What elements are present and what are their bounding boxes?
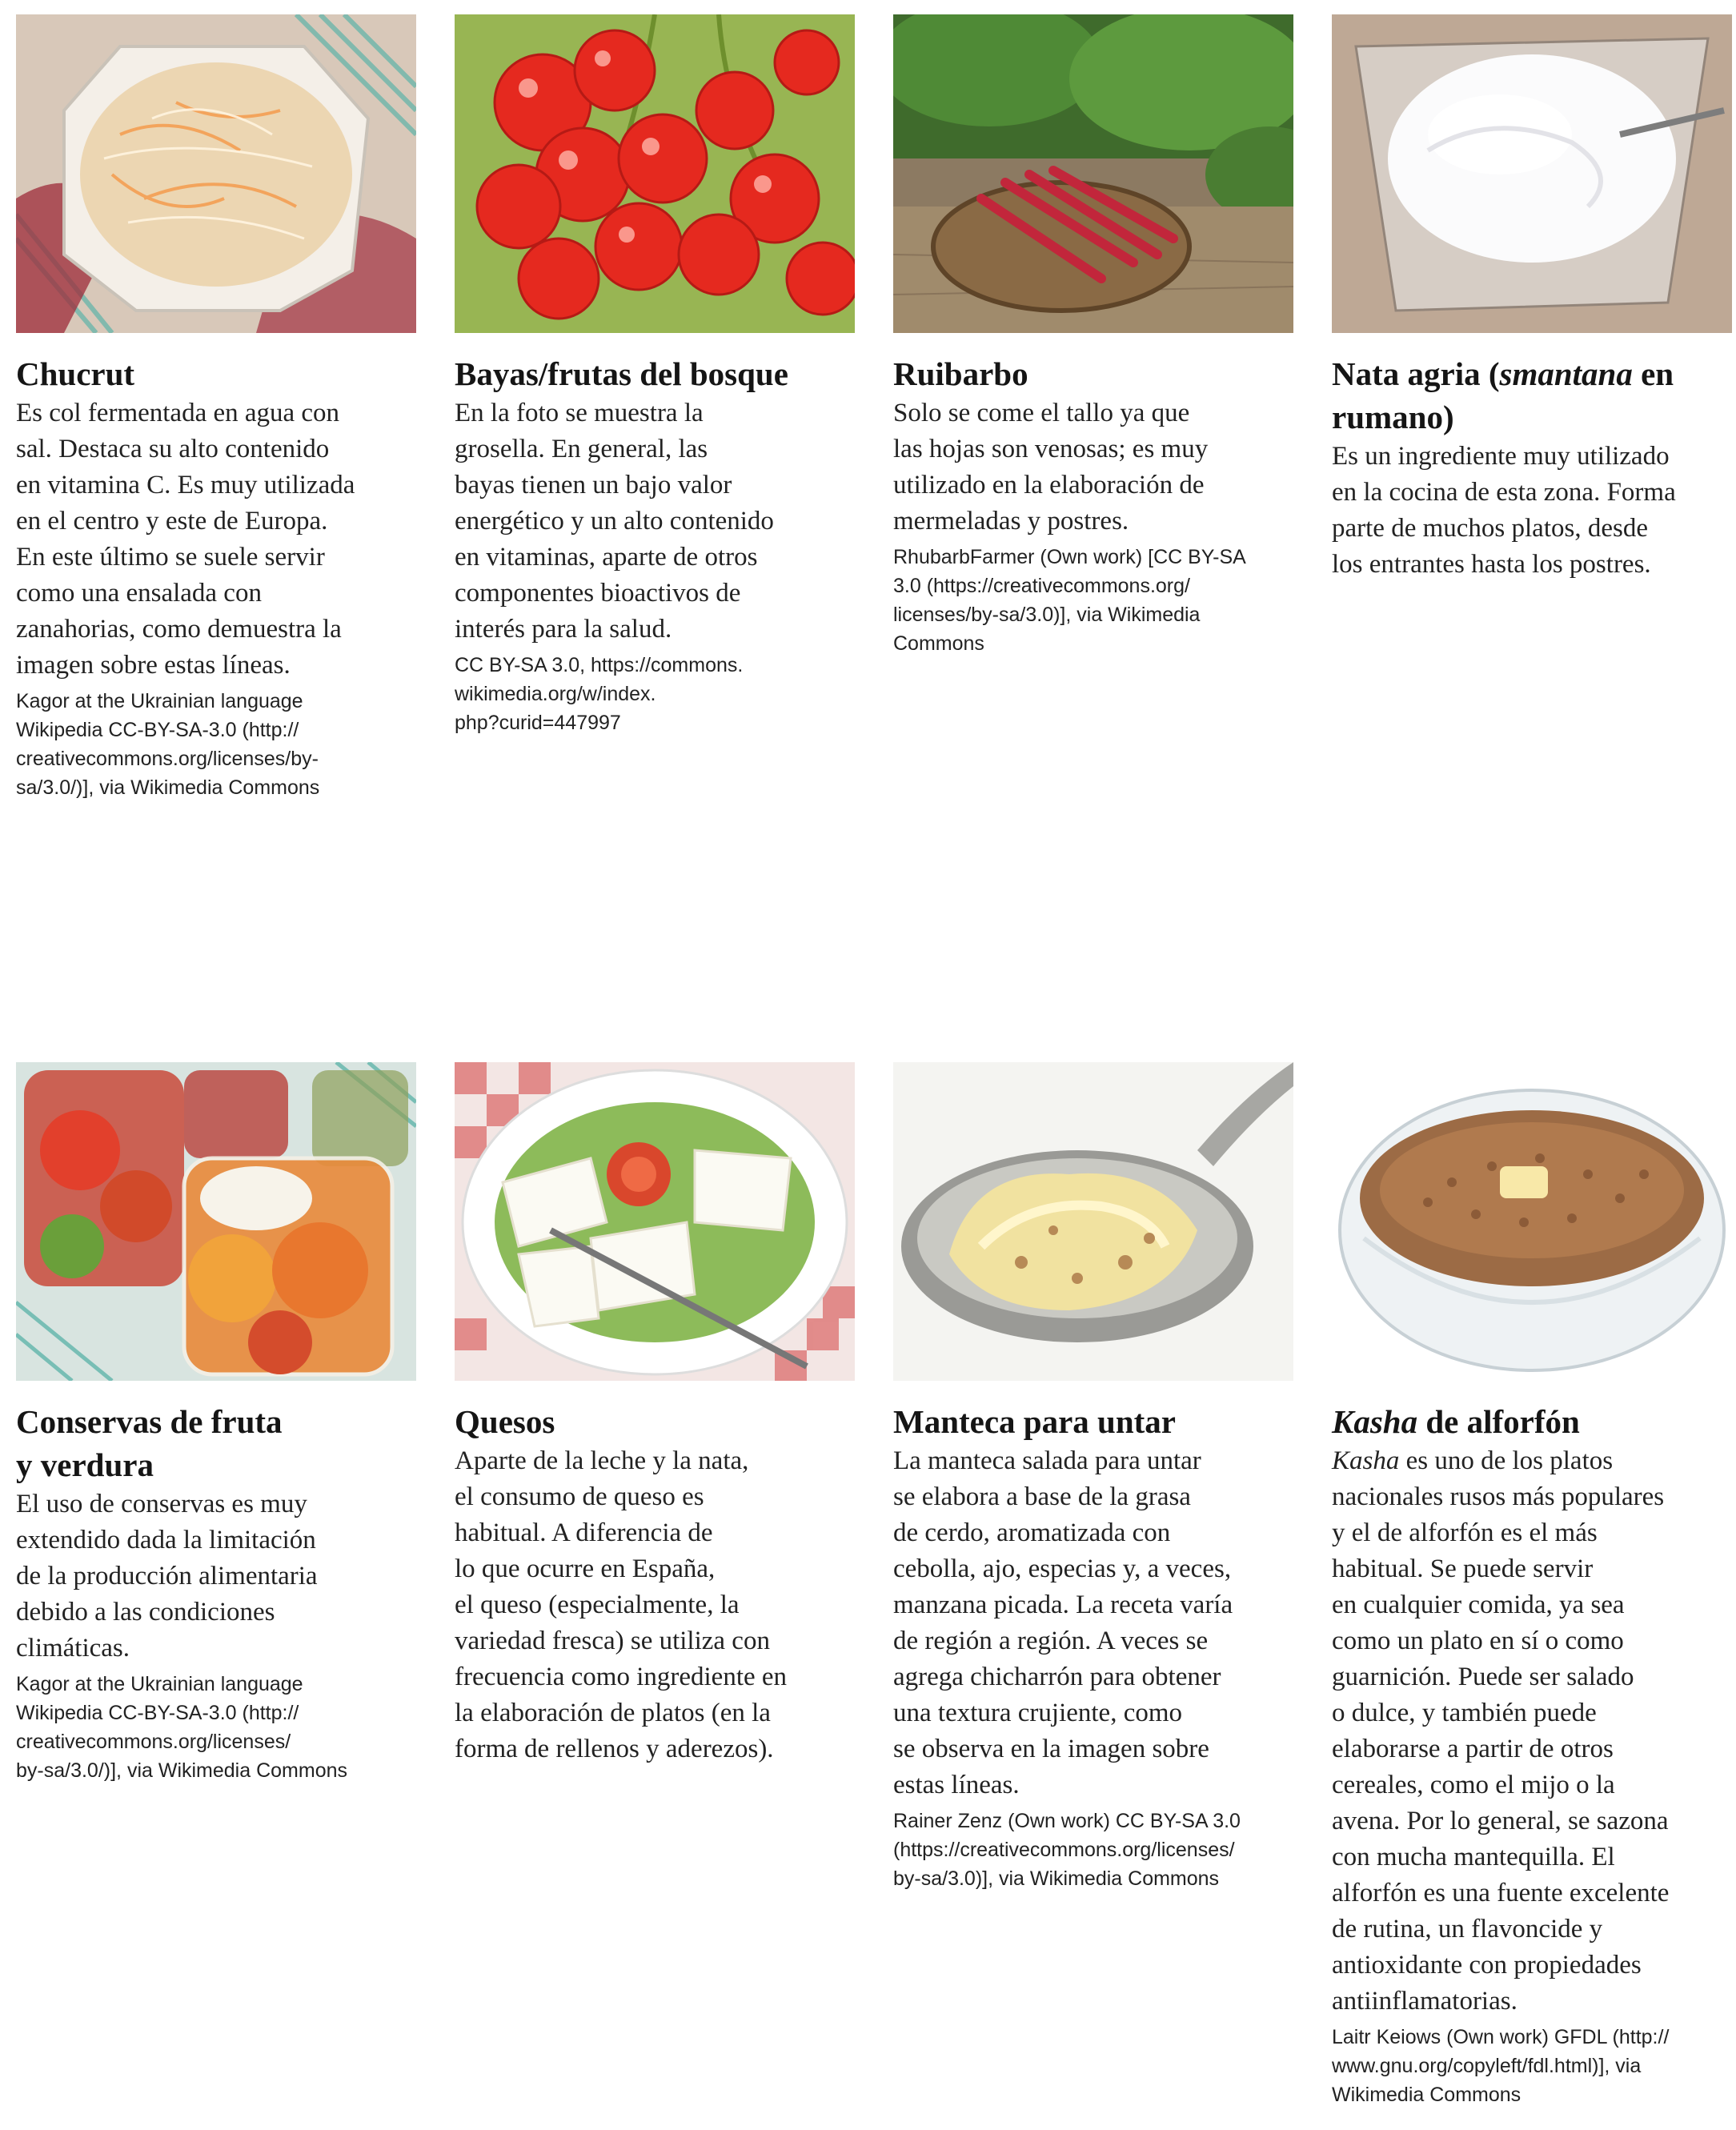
bayas-body: En la foto se muestra la grosella. En general, las bayas tienen un bajo valor energético y un alto contenido en vitaminas, aparte de otros componentes bioactivos de interés para la salud. [455, 399, 774, 644]
kasha-body-term: Kasha [1332, 1446, 1400, 1475]
quesos-photo [455, 1062, 855, 1381]
kasha-photo [1332, 1062, 1732, 1381]
conservas-title: Conservas de fruta y verdura [16, 1403, 283, 1483]
card-conservas [16, 1062, 416, 1785]
bayas-photo [455, 14, 855, 333]
kasha-body: Kasha es uno de los platos nacionales rusos más populares y el de alforfón es el más habitual. Se puede servir en cualquier comida, ya sea como un plato en sí o como guarnición. Puede ser salado o dulce, y también puede elaborarse a partir de otros cereales, como el mijo o la avena. Por lo general, se sazona con mucha mantequilla. El alforfón es una fuente excelente de rutina, un flavoncide y antioxidante con propiedades antiinflamatorias. [1332, 1446, 1670, 2016]
chucrut-title: Chucrut [16, 355, 135, 392]
conservas-body: El uso de conservas es muy extendido dada la limitación de la producción alimentaria debido a las condiciones climáticas. [16, 1490, 318, 1663]
kasha-title: Kasha de alforfón [1332, 1403, 1580, 1440]
ruibarbo-title: Ruibarbo [893, 355, 1028, 392]
ruibarbo-credit: RhubarbFarmer (Own work) [CC BY-SA 3.0 (https://creativecommons.org/ licenses/by-sa/3.0)], via Wikimedia Commons [893, 546, 1246, 655]
card-chucrut [16, 14, 416, 802]
card-nata-agria [1332, 14, 1732, 583]
chucrut-body: Es col fermentada en agua con sal. Destaca su alto contenido en vitamina C. Es muy utilizada en el centro y este de Europa. En este último se suele servir como una ensalada con zanahorias, como demuestra la imagen sobre estas líneas. [16, 399, 355, 680]
conservas-credit: Kagor at the Ukrainian language Wikipedia CC-BY-SA-3.0 (http:// creativecommons.org/licenses/ by-sa/3.0/)], via Wikimedia Commons [16, 1673, 348, 1782]
ruibarbo-photo [893, 14, 1293, 333]
quesos-title: Quesos [455, 1403, 555, 1440]
ruibarbo-body: Solo se come el tallo ya que las hojas son venosas; es muy utilizado en la elaboración de mermeladas y postres. [893, 399, 1209, 536]
conservas-photo [16, 1062, 416, 1381]
kasha-term: Kasha [1332, 1403, 1418, 1440]
nata-agria-body: Es un ingrediente muy utilizado en la cocina de esta zona. Forma parte de muchos platos, desde los entrantes hasta los postres. [1332, 442, 1676, 579]
manteca-credit: Rainer Zenz (Own work) CC BY-SA 3.0 (https://creativecommons.org/licenses/ by-sa/3.0)], via Wikimedia Commons [893, 1810, 1241, 1890]
manteca-title: Manteca para untar [893, 1403, 1177, 1440]
manteca-body: La manteca salada para untar se elabora a base de la grasa de cerdo, aromatizada con cebolla, ajo, especias y, a veces, manzana picada. La receta varía de región a región. A veces se agrega chicharrón para obtener una textura crujiente, como se observa en la imagen sobre estas líneas. [893, 1446, 1233, 1799]
card-kasha [1332, 1062, 1732, 2109]
nata-agria-title: Nata agria (smantana en rumano) [1332, 355, 1674, 435]
chucrut-photo [16, 14, 416, 333]
card-manteca [893, 1062, 1293, 1893]
card-bayas [455, 14, 855, 737]
kasha-credit: Laitr Keiows (Own work) GFDL (http:// www.gnu.org/copyleft/fdl.html)], via Wikimedia Commons [1332, 2026, 1670, 2106]
chucrut-credit: Kagor at the Ukrainian language Wikipedia CC-BY-SA-3.0 (http:// creativecommons.org/licenses/by- sa/3.0/)], via Wikimedia Commons [16, 690, 320, 799]
card-quesos [455, 1062, 855, 1767]
bayas-title: Bayas/frutas del bosque [455, 355, 788, 392]
bayas-credit: CC BY-SA 3.0, https://commons. wikimedia.org/w/index. php?curid=447997 [455, 654, 744, 734]
smantana-term: smantana [1499, 355, 1633, 392]
card-ruibarbo [893, 14, 1293, 658]
nata-agria-photo [1332, 14, 1732, 333]
quesos-body: Aparte de la leche y la nata, el consumo de queso es habitual. A diferencia de lo que ocurre en España, el queso (especialmente, la variedad fresca) se utiliza con frecuencia como ingrediente en la elaboración de platos (en la forma de rellenos y aderezos). [455, 1446, 788, 1763]
manteca-photo [893, 1062, 1293, 1381]
